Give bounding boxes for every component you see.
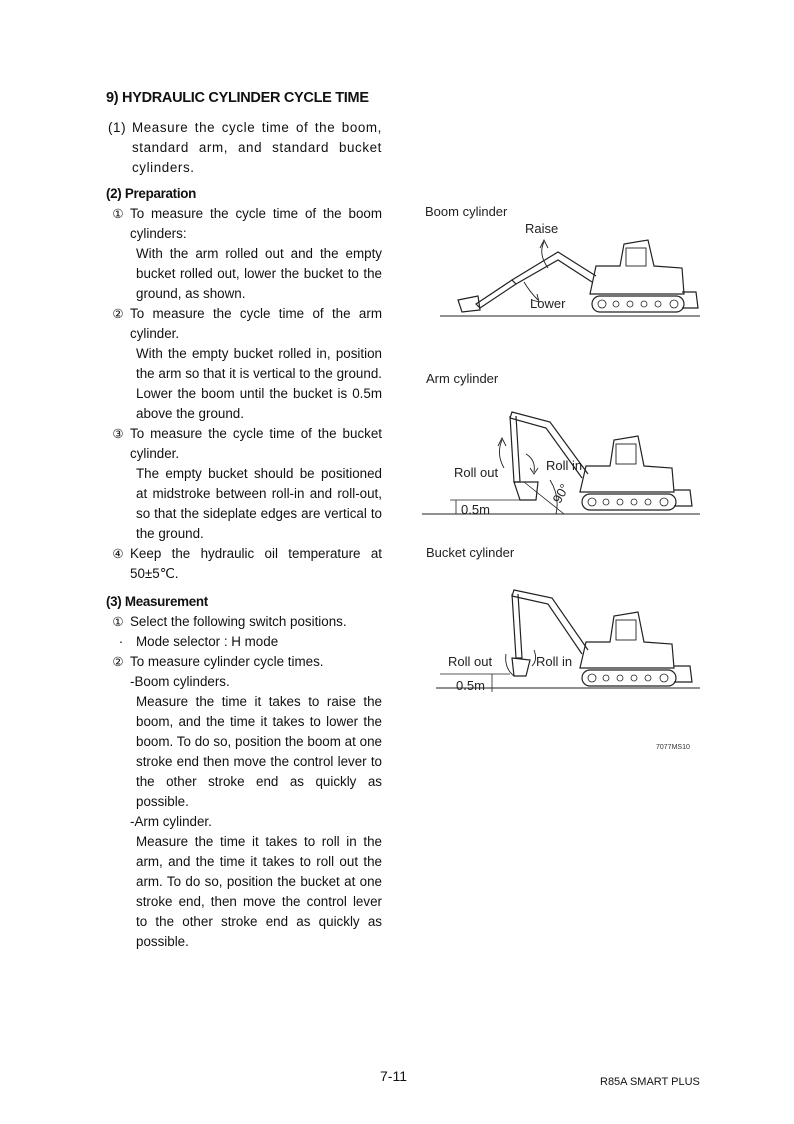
bucket-figure-label: Bucket cylinder <box>426 545 515 560</box>
boom-cylinders-title: -Boom cylinders. <box>130 674 230 689</box>
page-number: 7-11 <box>380 1068 407 1084</box>
arm-cylinder-title: -Arm cylinder. <box>130 814 212 829</box>
bucket-roll-in-label: Roll in <box>536 654 573 669</box>
angle-label: 90° <box>549 481 573 506</box>
mode-selector-line <box>106 632 382 652</box>
text-column <box>106 88 382 952</box>
boom-figure-label: Boom cylinder <box>425 204 508 219</box>
mode-text: Mode selector : H mode <box>136 634 279 649</box>
prep-para-2: With the empty bucket rolled in, position the arm so that it is vertical to the ground. Lower the boom until the bucket is 0.5m above the ground. <box>136 346 382 421</box>
meas-item-1 <box>106 612 382 632</box>
lower-label: Lower <box>530 296 566 311</box>
preparation-title: (2) Preparation <box>106 186 196 201</box>
arm-roll-out-label: Roll out <box>454 465 499 480</box>
item-marker: ① <box>112 207 124 221</box>
section-title: 9) HYDRAULIC CYLINDER CYCLE TIME <box>106 90 369 106</box>
figure-code: 7077MS10 <box>656 744 690 751</box>
prep-item-3 <box>106 424 382 464</box>
item-text: To measure the cycle time of the boom cylinders: <box>130 206 382 241</box>
item-marker: ① <box>112 615 124 629</box>
item-text: Keep the hydraulic oil temperature at 50±5℃. <box>130 546 382 581</box>
bucket-height-label: 0.5m <box>456 678 485 693</box>
intro-number: (1) <box>108 120 127 135</box>
item-text: To measure cylinder cycle times. <box>130 654 324 669</box>
prep-item-4 <box>106 544 382 584</box>
intro-text: Measure the cycle time of the boom, standard arm, and standard bucket cylinders. <box>132 120 382 175</box>
item-marker: ④ <box>112 547 124 561</box>
item-text: To measure the cycle time of the arm cylinder. <box>130 306 382 341</box>
measurement-title: (3) Measurement <box>106 594 208 609</box>
prep-item-1 <box>106 204 382 244</box>
intro-item <box>106 118 382 178</box>
item-marker: ② <box>112 307 124 321</box>
meas-item-2 <box>106 652 382 672</box>
model-name: R85A SMART PLUS <box>600 1076 700 1088</box>
item-text: To measure the cycle time of the bucket cylinder. <box>130 426 382 461</box>
prep-para-1: With the arm rolled out and the empty bucket rolled out, lower the bucket to the ground, as shown. <box>136 246 382 301</box>
arm-roll-in-label: Roll in <box>546 458 583 473</box>
prep-para-3: The empty bucket should be positioned at midstroke between roll-in and roll-out, so that the sideplate edges are vertical to the ground. <box>136 466 382 541</box>
boom-cylinders-para: Measure the time it takes to raise the boom, and the time it takes to lower the boom. To do so, position the boom at one stroke end then move the control lever to the other stroke end as quickly as possible. <box>136 694 382 809</box>
bullet-marker: · <box>118 634 124 649</box>
prep-item-2 <box>106 304 382 344</box>
raise-label: Raise <box>525 221 559 236</box>
item-marker: ② <box>112 655 124 669</box>
arm-figure-label: Arm cylinder <box>426 371 499 386</box>
bucket-roll-out-label: Roll out <box>448 654 493 669</box>
item-text: Select the following switch positions. <box>130 614 347 629</box>
arm-height-label: 0.5m <box>461 502 490 517</box>
item-marker: ③ <box>112 427 124 441</box>
arm-cylinder-para: Measure the time it takes to roll in the arm, and the time it takes to roll out the arm. To do so, position the bucket at one stroke end, then move the control lever to the other stroke end as quickly as possible. <box>136 834 382 949</box>
